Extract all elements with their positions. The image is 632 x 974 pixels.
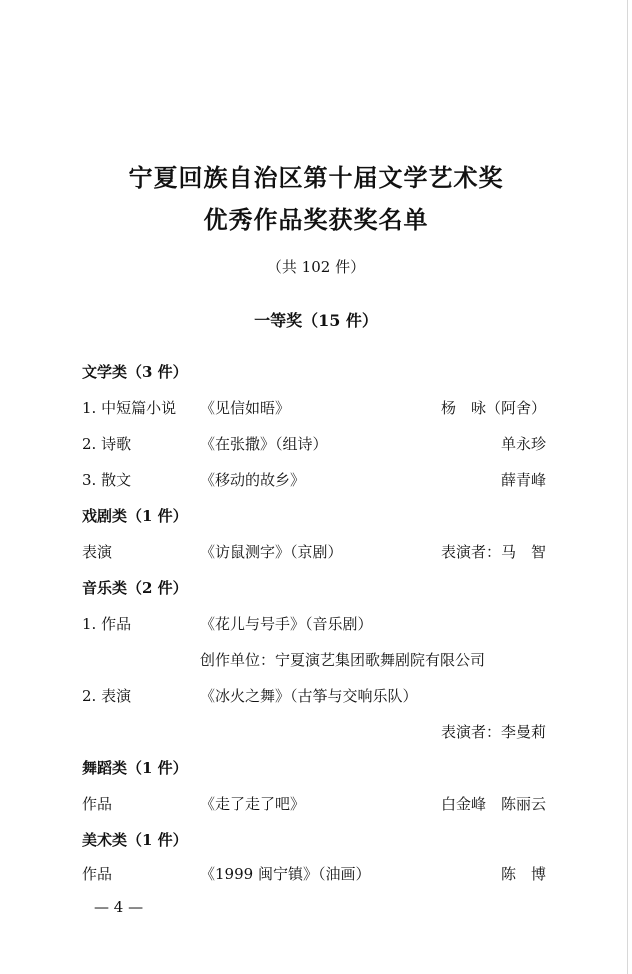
entry-author: 单永珍 xyxy=(500,435,546,453)
award-entry xyxy=(82,792,546,816)
category-art xyxy=(82,828,546,852)
award-entry xyxy=(82,432,546,456)
page-number: — 4 — xyxy=(94,898,144,916)
category-label: 舞蹈类（1 件） xyxy=(82,759,188,777)
entry-author: 表演者：李曼莉 xyxy=(440,723,546,741)
award-entry xyxy=(82,468,546,492)
entry-work: 《在张撒》（组诗） xyxy=(200,435,328,453)
category-label: 音乐类（2 件） xyxy=(82,579,188,597)
entry-author: 白金峰 陈丽云 xyxy=(440,795,546,813)
page-subtitle: 优秀作品奖获奖名单 xyxy=(203,205,429,234)
total-count: （共 102 件） xyxy=(266,258,366,276)
category-dance xyxy=(82,756,546,780)
award-entry xyxy=(82,684,546,708)
category-label: 文学类（3 件） xyxy=(82,363,188,381)
entry-type: 2. 表演 xyxy=(82,687,132,705)
entry-work: 《1999 闽宁镇》（油画） xyxy=(200,865,371,883)
entry-work: 《走了走了吧》 xyxy=(200,795,306,813)
entry-author: 表演者：马 智 xyxy=(440,543,546,561)
category-music xyxy=(82,576,546,600)
entry-work: 《花儿与号手》（音乐剧） xyxy=(200,615,373,633)
category-drama xyxy=(82,504,546,528)
award-level-heading: 一等奖（15 件） xyxy=(254,311,378,330)
category-label: 戏剧类（1 件） xyxy=(82,507,188,525)
page-title: 宁夏回族自治区第十届文学艺术奖 xyxy=(128,163,504,192)
entry-type: 作品 xyxy=(82,795,113,813)
award-entry xyxy=(82,396,546,420)
category-label: 美术类（1 件） xyxy=(82,831,188,849)
entry-author: 杨 咏（阿舍） xyxy=(440,399,546,417)
entry-author: 陈 博 xyxy=(500,865,546,883)
entry-author: 薛青峰 xyxy=(500,471,546,489)
entry-type: 作品 xyxy=(82,865,113,883)
entry-unit: 创作单位：宁夏演艺集团歌舞剧院有限公司 xyxy=(200,651,486,669)
award-entry xyxy=(82,862,546,886)
award-entry xyxy=(82,612,546,636)
award-entry-unit xyxy=(82,648,546,672)
entry-work: 《冰火之舞》（古筝与交响乐队） xyxy=(200,687,418,705)
award-entry-performer xyxy=(82,720,546,744)
page-edge xyxy=(627,0,628,974)
entry-type: 2. 诗歌 xyxy=(82,435,132,453)
entry-work: 《见信如晤》 xyxy=(200,399,291,417)
entry-type: 1. 作品 xyxy=(82,615,132,633)
entry-type: 表演 xyxy=(82,543,113,561)
category-literature xyxy=(82,360,546,384)
entry-work: 《移动的故乡》 xyxy=(200,471,306,489)
award-entry xyxy=(82,540,546,564)
entry-type: 3. 散文 xyxy=(82,471,132,489)
entry-type: 1. 中短篇小说 xyxy=(82,399,177,417)
entry-work: 《访鼠测字》（京剧） xyxy=(200,543,343,561)
